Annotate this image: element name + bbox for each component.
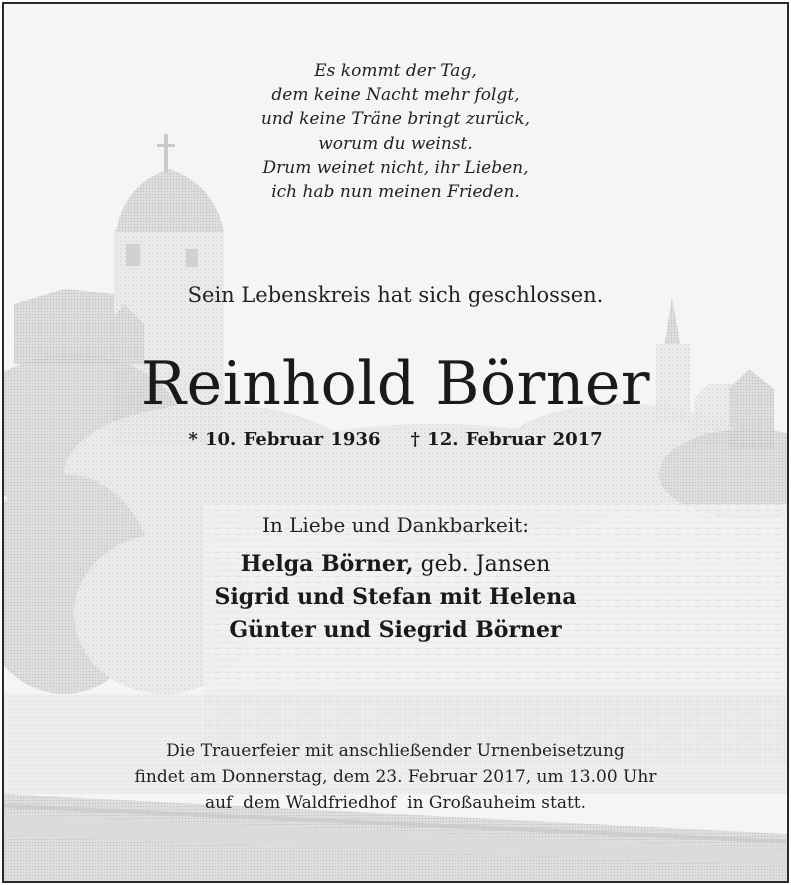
poem — [4, 59, 787, 204]
deceased-name: Reinhold Börner — [140, 349, 651, 419]
poem-line: dem keine Nacht mehr folgt, — [271, 85, 520, 106]
poem-line: Es kommt der Tag, — [314, 61, 477, 81]
family-widow-maiden: geb. Jansen — [413, 552, 551, 577]
family-line — [4, 548, 787, 581]
family-line: Günter und Siegrid Börner — [229, 617, 562, 643]
obituary-card — [2, 2, 789, 883]
birth-date: * 10. Februar 1936 — [188, 429, 381, 450]
poem-line: worum du weinst. — [318, 133, 473, 154]
service-line: auf dem Waldfriedhof in Großauheim statt. — [204, 793, 587, 813]
service-line: Die Trauerfeier mit anschließender Urnenbeisetzung — [166, 741, 625, 761]
poem-line: und keine Träne bringt zurück, — [260, 109, 531, 130]
service-info — [4, 738, 787, 816]
life-dates — [4, 429, 787, 450]
family-widow-name: Helga Börner, — [240, 551, 414, 577]
family-list — [4, 548, 787, 647]
family-line: Sigrid und Stefan mit Helena — [214, 584, 577, 610]
intro-line: Sein Lebenskreis hat sich geschlossen. — [187, 283, 604, 307]
service-line: findet am Donnerstag, dem 23. Februar 2017, um 13.00 Uhr — [134, 767, 657, 787]
thanks-line: In Liebe und Dankbarkeit: — [262, 513, 529, 537]
poem-line: ich hab nun meinen Frieden. — [271, 182, 520, 203]
death-date: † 12. Februar 2017 — [410, 429, 603, 450]
poem-line: Drum weinet nicht, ihr Lieben, — [262, 157, 529, 178]
